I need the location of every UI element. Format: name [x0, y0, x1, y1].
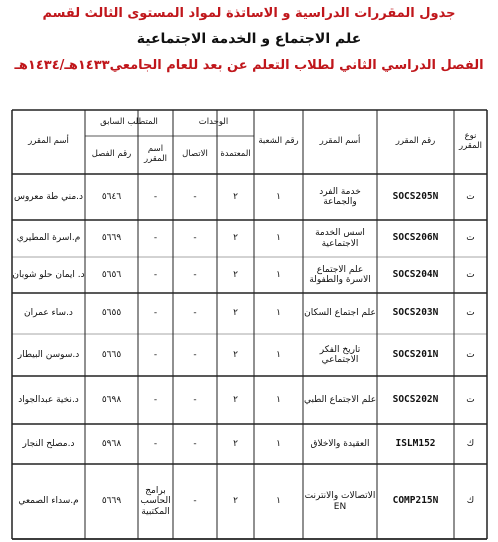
row-prereq-no: ٥٩٦٨ [101, 438, 122, 449]
row-contact: - [193, 349, 197, 360]
row-instructor: د.مني طة معروس [13, 191, 84, 202]
row-code: SOCS206N [392, 232, 439, 244]
header-name: أسم المقرر [319, 136, 361, 147]
row-name: العقيدة والاخلاق [310, 438, 370, 449]
department-title: علم الاجتماع و الخدمة الاجتماعية [136, 31, 362, 47]
row-prereq-no: ٥٦٦٥ [101, 349, 122, 360]
header-approved: المعتمدة [220, 149, 251, 160]
row-instructor: د.مصلح النجار [22, 438, 75, 449]
row-name: خدمة الفرد والجماعة [319, 186, 361, 207]
row-approved: ٢ [233, 308, 238, 319]
header-prereq: المتطلب السابق [100, 117, 158, 128]
row-code: SOCS205N [392, 190, 439, 202]
row-type: ت [466, 308, 475, 319]
row-code: SOCS201N [392, 348, 439, 360]
row-section: ١ [276, 269, 281, 280]
row-approved: ٢ [233, 394, 238, 405]
row-code: ISLM152 [395, 437, 436, 449]
row-type: ت [466, 394, 475, 405]
row-prereq-name: برامج الحاسب المكتبية [140, 485, 171, 517]
header-prereq-no: رقم الفصل [91, 149, 132, 160]
header-type: نوع المقرر [459, 131, 482, 151]
row-prereq-name: - [153, 349, 158, 360]
row-contact: - [193, 269, 197, 280]
row-prereq-name: - [153, 233, 158, 244]
row-code: SOCS202N [392, 393, 439, 405]
row-section: ١ [276, 438, 281, 449]
row-code: COMP215N [392, 495, 439, 507]
row-name: علم اجتماع السكان [304, 308, 376, 319]
row-type: ك [466, 496, 475, 507]
row-approved: ٢ [233, 269, 238, 280]
row-prereq-name: - [153, 394, 158, 405]
row-name: علم الاجتماع الطبي [303, 394, 377, 405]
semester-title: الفصل الدراسي الثاني لطلاب التعلم عن بعد للعام الجامعي١٤٣٣هـ/١٤٣٤هـ [14, 58, 484, 73]
row-instructor: د.نخية عبدالجواد [18, 394, 79, 405]
row-type: ت [466, 349, 475, 360]
row-prereq-no: ٥٦٦٩ [101, 496, 122, 507]
row-instructor: د.سوسن البيطار [17, 349, 80, 360]
row-instructor: د. ايمان حلو شوبان [12, 269, 85, 280]
row-type: ت [466, 191, 475, 202]
row-name: الاتصالات والانترنت EN [304, 491, 376, 512]
row-prereq-name: - [153, 269, 158, 280]
row-section: ١ [276, 233, 281, 244]
header-section: رقم الشعبة [258, 136, 299, 147]
row-section: ١ [276, 308, 281, 319]
row-approved: ٢ [233, 349, 238, 360]
row-section: ١ [276, 394, 281, 405]
header-prereq-name: اسم المقرر [144, 144, 167, 164]
row-instructor: د.ساء عمران [24, 308, 73, 319]
row-prereq-no: ٥٦٥٥ [101, 308, 122, 319]
row-contact: - [193, 496, 197, 507]
row-section: ١ [276, 191, 281, 202]
row-type: ك [466, 438, 475, 449]
row-code: SOCS203N [392, 307, 439, 319]
row-name: اسس الخدمة الاجتماعية [315, 228, 365, 249]
row-prereq-name: - [153, 308, 158, 319]
page-title: جدول المقررات الدراسية و الاساتذة لمواد المستوى الثالث لقسم [42, 6, 456, 21]
row-approved: ٢ [233, 496, 238, 507]
row-prereq-name: - [153, 438, 158, 449]
row-type: ت [466, 233, 475, 244]
row-instructor: م.سداء الصمعي [18, 496, 79, 507]
row-contact: - [193, 308, 197, 319]
row-prereq-no: ٥٦٤٦ [101, 191, 122, 202]
row-contact: - [193, 191, 197, 202]
header-units: الوحدات [198, 117, 229, 128]
row-instructor: م.اسرة المطيري [16, 233, 81, 244]
row-section: ١ [276, 349, 281, 360]
row-prereq-name: - [153, 191, 158, 202]
row-approved: ٢ [233, 191, 238, 202]
row-contact: - [193, 394, 197, 405]
row-prereq-no: ٥٦٥٦ [101, 269, 122, 280]
header-contact: الاتصال [182, 149, 208, 160]
header-instructor: أسم المقرر [28, 136, 69, 147]
row-prereq-no: ٥٦٦٩ [101, 233, 122, 244]
row-prereq-no: ٥٦٩٨ [101, 394, 122, 405]
row-name: علم الاجتماع الاسرة والطفولة [309, 264, 371, 285]
row-approved: ٢ [233, 233, 238, 244]
row-name: تاريخ الفكر الاجتماعي [319, 344, 361, 365]
row-section: ١ [276, 496, 281, 507]
row-contact: - [193, 438, 197, 449]
header-code: رقم المقرر [395, 136, 436, 147]
row-contact: - [193, 233, 197, 244]
row-type: ت [466, 269, 475, 280]
row-approved: ٢ [233, 438, 238, 449]
row-code: SOCS204N [392, 268, 439, 280]
